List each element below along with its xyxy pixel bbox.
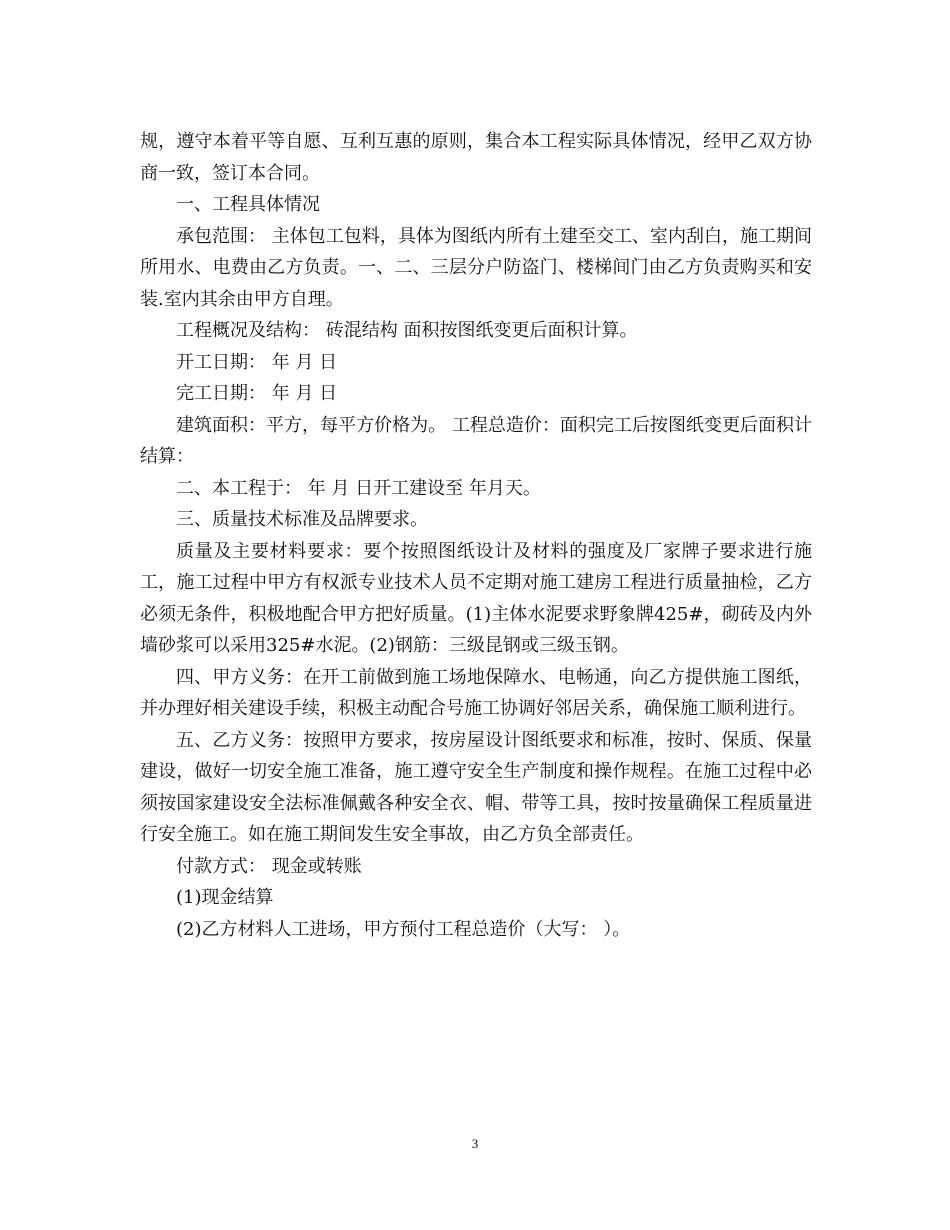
paragraph-area-price: 建筑面积：平方，每平方价格为。 工程总造价：面积完工后按图纸变更后面积计结算： [140,414,812,467]
paragraph-scope: 承包范围： 主体包工包料，具体为图纸内所有土建至交工、室内刮白，施工期间所用水、电费由乙方负责。一、二、三层分户防盗门、楼梯间门由乙方负责购买和安装.室内其余由甲方自理。 [140,225,812,310]
paragraph-start-date: 开工日期： 年 月 日 [176,351,338,373]
paragraph-quality: 质量及主要材料要求：要个按照图纸设计及材料的强度及厂家牌子要求进行施工，施工过程中甲方有权派专业技术人员不定期对施工建房工程进行质量抽检，乙方必须无条件，积极地配合甲方把好质量。(1)主体水泥要求野象牌425#，砌砖及内外墙砂浆可以采用325#水泥。(2)钢筋：三级昆钢或三级玉钢。 [140,540,812,656]
paragraph-payment-advance: (2)乙方材料人工进场，甲方预付工程总造价（大写： ）。 [176,918,631,940]
page-number: 3 [471,1136,479,1151]
section-heading-3: 三、质量技术标准及品牌要求。 [176,509,428,530]
document-body [140,126,812,945]
paragraph-1: 规，遵守本着平等自愿、互利互惠的原则，集合本工程实际具体情况，经甲乙双方协商一致，签订本合同。 [140,131,812,184]
paragraph-party-a-duties: 四、甲方义务：在开工前做到施工场地保障水、电畅通，向乙方提供施工图纸，并办理好相关建设手续，积极主动配合号施工协调好邻居关系，确保施工顺利进行。 [140,666,812,719]
paragraph-party-b-duties: 五、乙方义务：按照甲方要求，按房屋设计图纸要求和标准，按时、保质、保量建设，做好一切安全施工准备，施工遵守安全生产制度和操作规程。在施工过程中必须按国家建设安全法标准佩戴各种安全衣、帽、带等工具，按时按量确保工程质量进行安全施工。如在施工期间发生安全事故，由乙方负全部责任。 [140,729,812,845]
paragraph-payment-cash: (1)现金结算 [176,887,274,908]
section-heading-1: 一、工程具体情况 [176,194,320,215]
paragraph-payment-method: 付款方式： 现金或转账 [176,855,362,877]
section-heading-2: 二、本工程于： 年 月 日开工建设至 年月天。 [176,477,541,499]
paragraph-end-date: 完工日期： 年 月 日 [176,383,338,404]
paragraph-structure: 工程概况及结构： 砖混结构 面积按图纸变更后面积计算。 [176,320,638,341]
